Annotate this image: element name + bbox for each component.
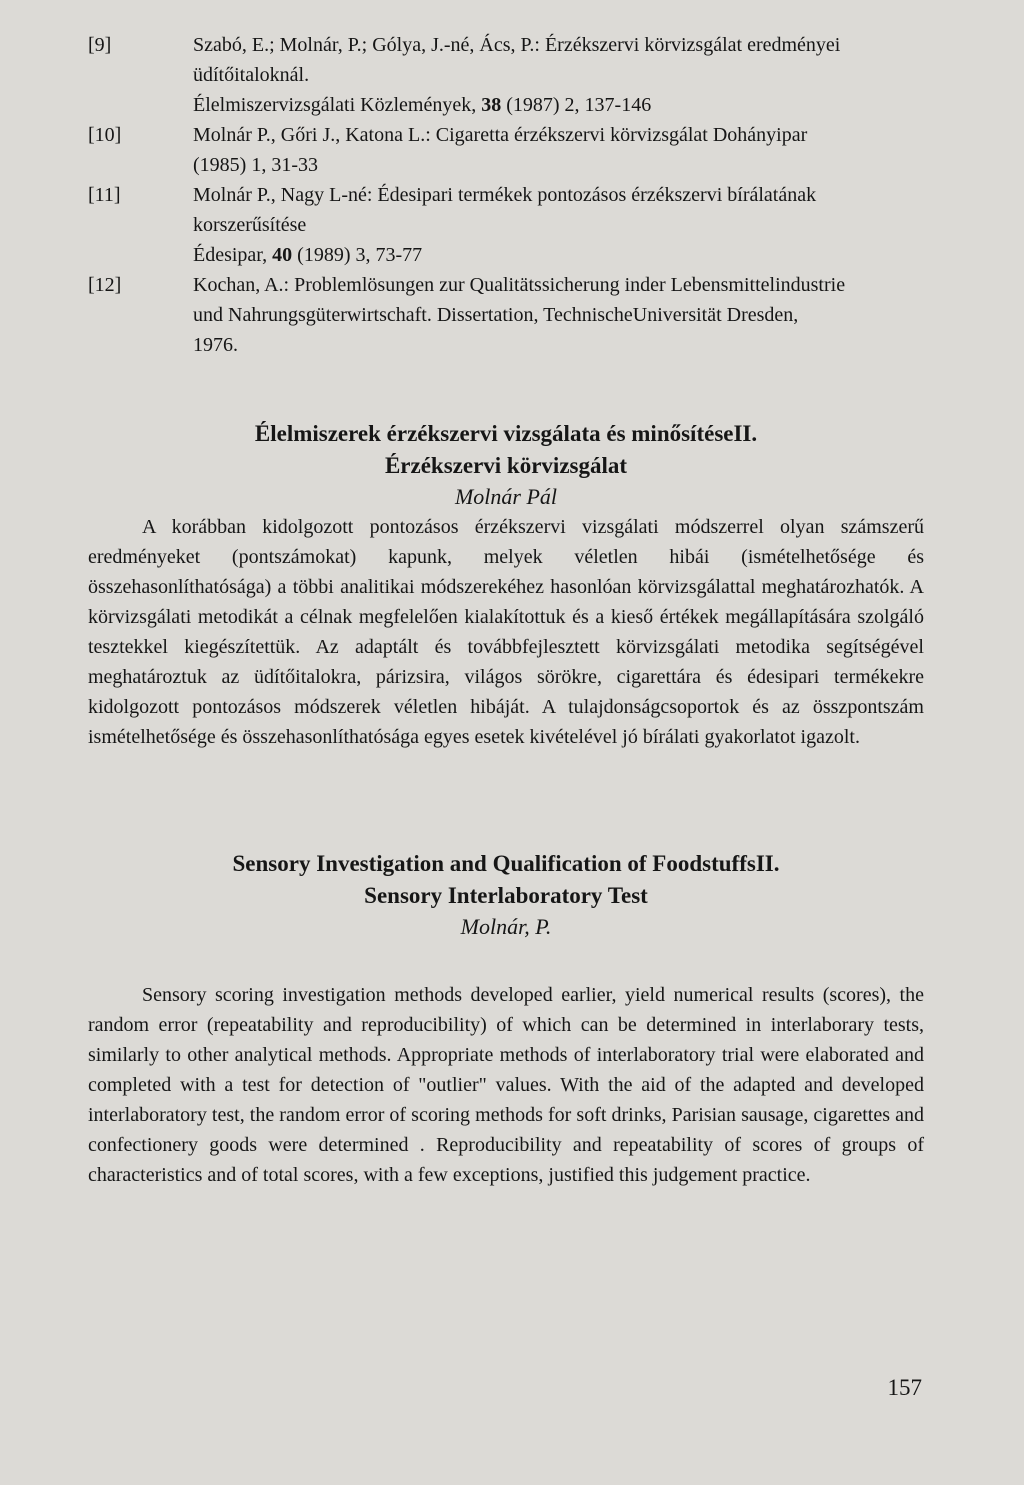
reference-source: Édesipar, 40 (1989) 3, 73-77 [193,244,423,266]
english-abstract-section [88,848,924,1190]
hungarian-author: Molnár Pál [454,484,558,509]
page-number: 157 [887,1375,922,1400]
reference-list [88,30,924,360]
hungarian-title-line2: Érzékszervi körvizsgálat [384,453,628,478]
reference-text: (1985) 1, 31-33 [193,154,318,176]
english-abstract: Sensory scoring investigation methods developed earlier, yield numerical results (scores), the random error (repeatability and reproducibility) of which can be determined in interlaborary tests, similarly to other analytical methods. Appropriate methods of interlaboratory trial were elaborated and completed with a test for detection of "outlier" values. With the aid of the adapted and developed interlaboratory test, the random error of scoring methods for soft drinks, Parisian sausage, cigarettes and confectionery goods were determined . Reproducibility and repeatability of scores of groups of characteristics and of total scores, with a few exceptions, justified this judgement practice. [88,984,924,1186]
english-title-line2: Sensory Interlaboratory Test [364,883,648,908]
reference-text: Molnár P., Nagy L-né: Édesipari termékek pontozásos érzékszervi bírálatának [193,184,817,206]
reference-number: [10] [88,124,122,146]
reference-text: Szabó, E.; Molnár, P.; Gólya, J.-né, Ács, P.: Érzékszervi körvizsgálat eredményei [193,34,841,56]
reference-number: [11] [88,184,121,206]
reference-text: korszerűsítése [193,214,307,236]
reference-text: Kochan, A.: Problemlösungen zur Qualitätssicherung inder Lebensmittelindustrie [193,274,846,296]
hungarian-abstract: A korábban kidolgozott pontozásos érzékszervi vizsgálati módszerrel olyan számszerű eredményeket (pontszámokat) kapunk, melyek véletlen hibái (ismételhetősége és összehasonlíthatósága) a többi analitikai módszerekéhez hasonlóan körvizsgálattal meghatározhatók. A körvizsgálati metodikát a célnak megfelelően kialakítottuk és a kieső értékek megállapítására szolgáló tesztekkel kiegészítettük. Az adaptált és továbbfejlesztett körvizsgálati metodika segítségével meghatároztuk az üdítőitalokra, párizsira, világos sörökre, cigarettára és édesipari termékekre kidolgozott pontozásos módszerek véletlen hibáját. A tulajdonságcsoportok és az összpontszám ismételhetősége és összehasonlíthatósága egyes esetek kivételével jó bírálati gyakorlatot igazolt. [88,516,924,748]
reference-number: [9] [88,34,112,56]
reference-item [88,30,924,120]
reference-text: und Nahrungsgüterwirtschaft. Dissertation, TechnischeUniversität Dresden, [193,304,799,326]
reference-item [88,270,924,360]
reference-item [88,120,924,180]
hungarian-abstract-section [88,418,924,752]
reference-number: [12] [88,274,122,296]
reference-text: Molnár P., Gőri J., Katona L.: Cigaretta érzékszervi körvizsgálat Dohányipar [193,124,808,146]
hungarian-title-line1: Élelmiszerek érzékszervi vizsgálata és minősítéseII. [254,421,758,446]
reference-text: 1976. [193,334,238,356]
english-title-line1: Sensory Investigation and Qualification of FoodstuffsII. [232,851,780,876]
english-author: Molnár, P. [460,914,552,939]
reference-item [88,180,924,270]
reference-source: Élelmiszervizsgálati Közlemények, 38 (1987) 2, 137-146 [193,94,652,116]
reference-text: üdítőitaloknál. [193,64,310,86]
